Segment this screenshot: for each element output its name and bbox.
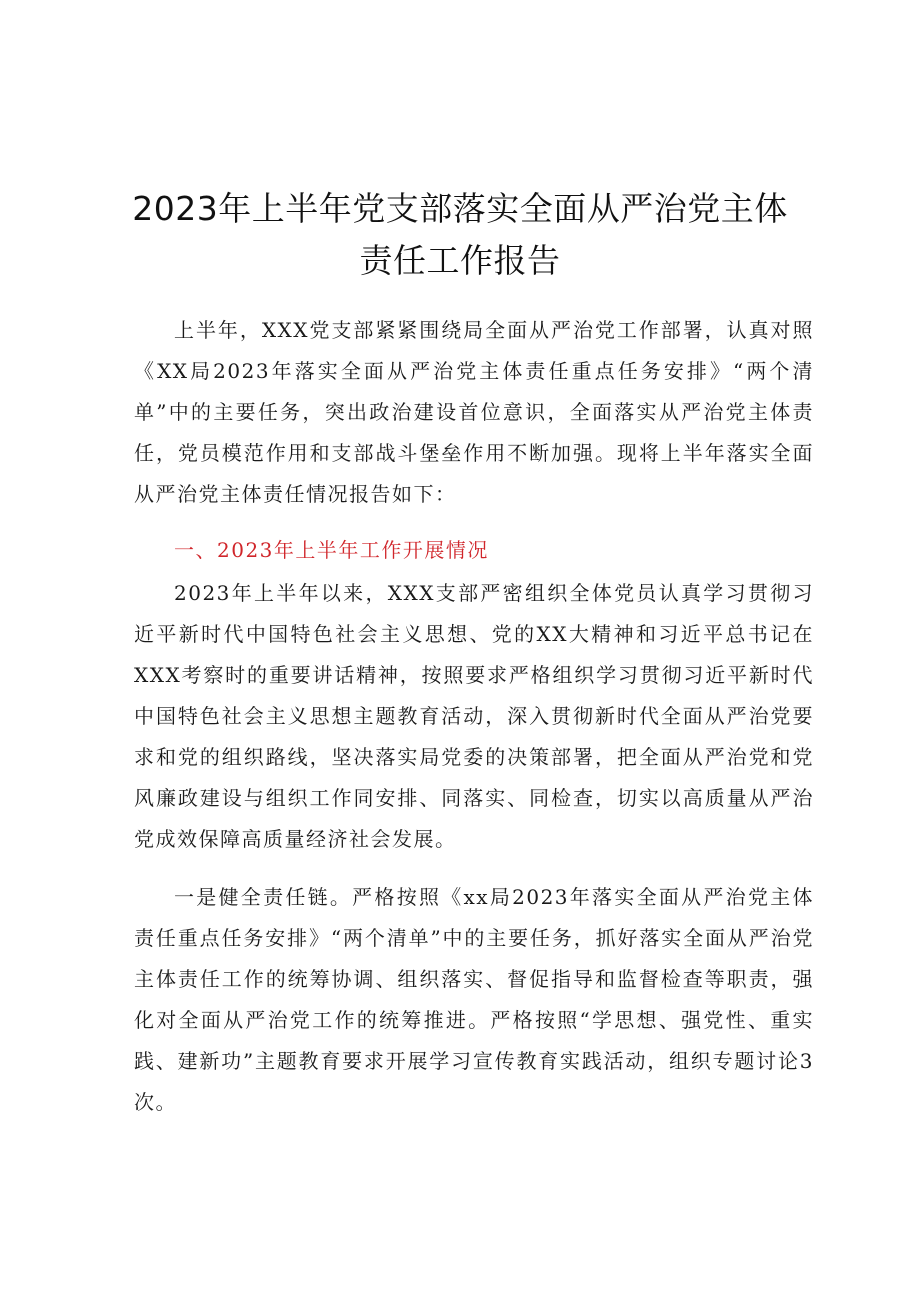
intro-paragraph: 上半年，XXX党支部紧紧围绕局全面从严治党工作部署，认真对照《XX局2023年落实全面从严治党主体责任重点任务安排》“两个清单”中的主要任务，突出政治建设首位意识，全面落实从严治党主体责任，党员模范作用和支部战斗堡垒作用不断加强。现将上半年落实全面从严治党主体责任情况报告如下：	[134, 318, 814, 506]
work-overview-paragraph: 2023年上半年以来，XXX支部严密组织全体党员认真学习贯彻习近平新时代中国特色社会主义思想、党的XX大精神和习近平总书记在XXX考察时的重要讲话精神，按照要求严格组织学习贯彻习近平新时代中国特色社会主义思想主题教育活动，深入贯彻新时代全面从严治党要求和党的组织路线，坚决落实局党委的决策部署，把全面从严治党和党风廉政建设与组织工作同安排、同落实、同检查，切实以高质量从严治党成效保障高质量经济社会发展。	[134, 581, 814, 851]
section-heading-1: 一、2023年上半年工作开展情况	[174, 538, 489, 562]
responsibility-chain-paragraph: 一是健全责任链。严格按照《xx局2023年落实全面从严治党主体责任重点任务安排》“两个清单”中的主要任务，抓好落实全面从严治党主体责任工作的统筹协调、组织落实、督促指导和监督检查等职责，强化对全面从严治党工作的统筹推进。严格按照“学思想、强党性、重实践、建新功”主题教育要求开展学习宣传教育实践活动，组织专题讨论3次。	[134, 885, 814, 1114]
document-title-line-2: 责任工作报告	[359, 241, 561, 280]
document-title-line-1: 2023年上半年党支部落实全面从严治党主体	[132, 189, 788, 228]
